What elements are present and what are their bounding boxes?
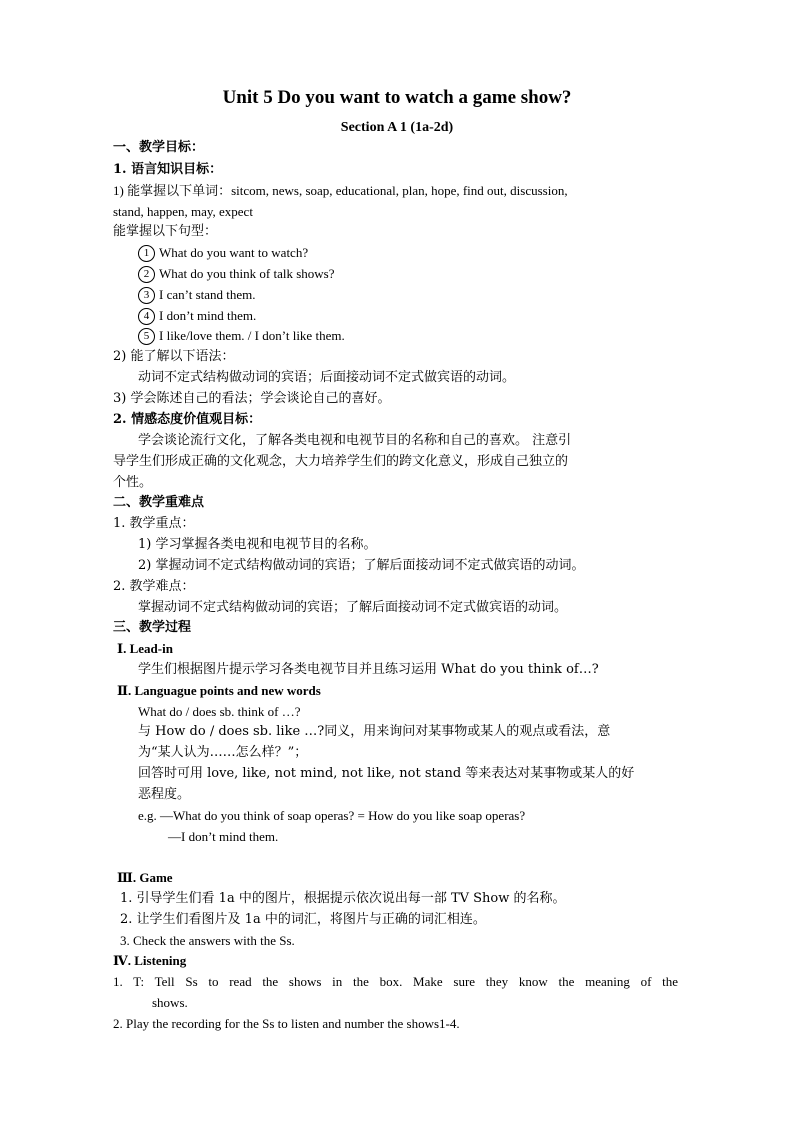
page-title: Unit 5 Do you want to watch a game show? xyxy=(222,87,572,108)
sentence-item xyxy=(138,264,334,284)
heading-key-points: 二、教学重难点 xyxy=(113,495,205,510)
attitude-para-1: 学会谈论流行文化，了解各类电视和电视节目的名称和自己的喜欢。 注意引 xyxy=(138,433,572,448)
sentence-item xyxy=(138,306,256,326)
difficult-point-1: 掌握动词不定式结构做动词的宾语；了解后面接动词不定式做宾语的动词。 xyxy=(138,600,568,615)
sentence-item xyxy=(138,285,256,305)
sentence-item xyxy=(138,243,308,263)
example-question: e.g. —What do you think of soap operas? = How do you like soap operas? xyxy=(138,808,526,823)
sentence-text: I like/love them. / I don’t like them. xyxy=(159,328,345,343)
step-2-line-1: 与 How do / does sb. like …?同义，用来询问对某事物或某人的观点或看法，意 xyxy=(138,724,611,739)
difficult-points-label: 2. 教学难点： xyxy=(113,579,195,594)
step-2-line-2: 为“某人认为……怎么样？”； xyxy=(138,745,308,760)
sentences-intro: 能掌握以下句型： xyxy=(113,224,218,239)
heading-attitude-goals: 2. 情感态度价值观目标： xyxy=(113,412,262,427)
heading-process: 三、教学过程 xyxy=(113,620,192,635)
step-3-heading: Ⅲ. Game xyxy=(117,870,173,885)
grammar-intro: 2) 能了解以下语法： xyxy=(113,349,235,364)
sentence-text: What do you want to watch? xyxy=(159,245,309,260)
step-1-heading: Ⅰ. Lead-in xyxy=(117,641,173,656)
attitude-para-3: 个性。 xyxy=(113,475,153,490)
step-3-item-2: 2. 让学生们看图片及 1a 中的词汇，将图片与正确的词汇相连。 xyxy=(120,912,486,927)
step-1-text: 学生们根据图片提示学习各类电视节目并且练习运用 What do you think of…? xyxy=(138,662,599,677)
number-badge: 5 xyxy=(138,328,155,345)
words-line-1: 1) 能掌握以下单词：sitcom, news, soap, educational, plan, hope, find out, discussion, xyxy=(113,183,568,198)
item-3: 3) 学会陈述自己的看法；学会谈论自己的喜好。 xyxy=(113,391,391,406)
step-3-item-3: 3. Check the answers with the Ss. xyxy=(120,933,295,948)
step-2-heading: Ⅱ. Languague points and new words xyxy=(117,683,321,698)
step-4-heading: Ⅳ. Listening xyxy=(113,953,187,968)
number-badge: 3 xyxy=(138,287,155,304)
attitude-para-2: 导学生们形成正确的文化观念，大力培养学生们的跨文化意义，形成自己独立的 xyxy=(113,454,569,469)
number-badge: 2 xyxy=(138,266,155,283)
sentence-item xyxy=(138,326,345,346)
heading-language-goals: 1. 语言知识目标： xyxy=(113,162,223,177)
example-answer: —I don’t mind them. xyxy=(168,829,279,844)
number-badge: 4 xyxy=(138,308,155,325)
key-point-2: 2) 掌握动词不定式结构做动词的宾语；了解后面接动词不定式做宾语的动词。 xyxy=(138,558,585,573)
step-3-item-1: 1. 引导学生们看 1a 中的图片，根据提示依次说出每一部 TV Show 的名称。 xyxy=(120,891,566,906)
number-badge: 1 xyxy=(138,245,155,262)
step-2-line-4: 恶程度。 xyxy=(138,787,191,802)
step-2-line-3: 回答时可用 love, like, not mind, not like, not stand 等来表达对某事物或某人的好 xyxy=(138,766,635,781)
sentence-text: What do you think of talk shows? xyxy=(159,266,335,281)
words-line-2: stand, happen, may, expect xyxy=(113,204,253,219)
step-4-item-2: 2. Play the recording for the Ss to listen and number the shows1-4. xyxy=(113,1016,460,1031)
grammar-text: 动词不定式结构做动词的宾语；后面接动词不定式做宾语的动词。 xyxy=(138,370,516,385)
key-point-1: 1) 学习掌握各类电视和电视节目的名称。 xyxy=(138,537,377,552)
section-subtitle: Section A 1 (1a-2d) xyxy=(340,120,454,135)
sentence-text: I can’t stand them. xyxy=(159,287,256,302)
step-2-phrase: What do / does sb. think of …? xyxy=(138,704,301,719)
step-4-item-1-cont: shows. xyxy=(152,995,188,1010)
key-points-label: 1. 教学重点： xyxy=(113,516,195,531)
step-4-item-1: 1. T: Tell Ss to read the shows in the box. Make sure they know the meaning of the xyxy=(113,974,678,989)
sentence-text: I don’t mind them. xyxy=(159,308,257,323)
heading-objectives: 一、教学目标： xyxy=(113,140,205,155)
